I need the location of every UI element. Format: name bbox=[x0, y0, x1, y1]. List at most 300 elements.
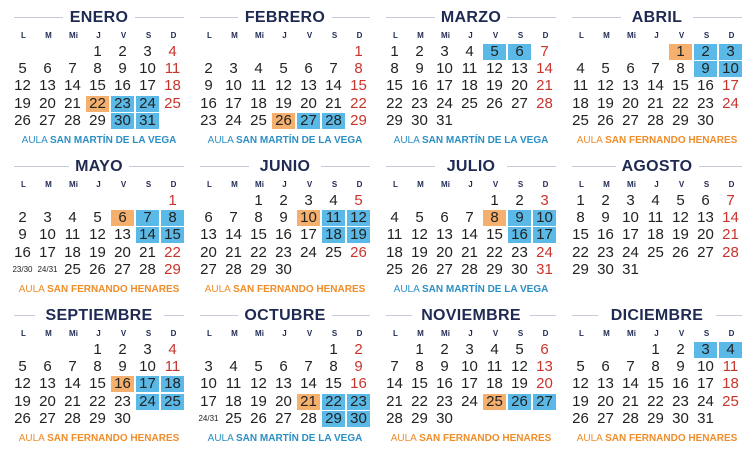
calendar-day: 3 bbox=[143, 43, 152, 60]
month-name-text: AGOSTO bbox=[618, 158, 697, 175]
calendar-day: 14 bbox=[325, 77, 342, 95]
calendar-day: 19 bbox=[89, 243, 106, 261]
weekday-label: J bbox=[468, 31, 473, 40]
calendar-day: 3 bbox=[304, 192, 313, 209]
calendar-day: 16 bbox=[275, 226, 292, 244]
weekday-label: S bbox=[517, 180, 524, 189]
calendar-day: 26 bbox=[14, 409, 31, 427]
aula-label bbox=[564, 135, 750, 147]
aula-prefix: AULA bbox=[576, 433, 603, 444]
calendar-day: 8 bbox=[390, 60, 399, 78]
weekday-label: L bbox=[21, 329, 26, 338]
weekday-label: Mi bbox=[255, 31, 264, 40]
calendar-day: 5 bbox=[415, 209, 424, 227]
calendar-day: 19 bbox=[486, 77, 503, 95]
calendar-day: 25 bbox=[161, 394, 184, 410]
calendar-day: 5 bbox=[354, 192, 363, 209]
calendar-day: 5 bbox=[601, 60, 610, 78]
calendar-day: 6 bbox=[626, 60, 635, 78]
month-title-row bbox=[6, 306, 192, 326]
weekday-label: S bbox=[703, 31, 710, 40]
month-name-text: MARZO bbox=[437, 9, 505, 26]
calendar-day: 14 bbox=[622, 375, 639, 393]
calendar-day: 12 bbox=[275, 77, 292, 95]
calendar-day: 20 bbox=[275, 392, 292, 410]
month-septiembre bbox=[6, 298, 192, 448]
weekday-label: S bbox=[331, 180, 338, 189]
month-name-text: MAYO bbox=[71, 158, 127, 175]
calendar-day: 16 bbox=[508, 227, 531, 243]
calendar-day: 8 bbox=[651, 358, 660, 376]
month-title-row bbox=[6, 8, 192, 28]
calendar-day: 16 bbox=[697, 77, 714, 95]
month-title-row bbox=[564, 306, 750, 326]
calendar-day: 27 bbox=[597, 409, 614, 427]
calendar-day: 27 bbox=[622, 111, 639, 129]
weekday-label: S bbox=[145, 329, 152, 338]
aula-name: SAN MARTÍN DE LA VEGA bbox=[236, 135, 363, 146]
calendar-day: 23 bbox=[347, 394, 370, 410]
calendar-day: 9 bbox=[279, 209, 288, 227]
month-marzo bbox=[378, 0, 564, 150]
calendar-day: 27 bbox=[297, 113, 320, 129]
calendar-day: 2 bbox=[118, 341, 127, 358]
calendar-day: 27 bbox=[436, 260, 453, 278]
weekday-label: D bbox=[356, 329, 363, 338]
calendar-day: 12 bbox=[572, 375, 589, 393]
calendar-day: 19 bbox=[347, 227, 370, 243]
weekday-label: D bbox=[170, 180, 177, 189]
calendar-day: 29 bbox=[572, 260, 589, 278]
month-octubre bbox=[192, 298, 378, 448]
calendar-day: 27 bbox=[39, 111, 56, 129]
calendar-day: 21 bbox=[722, 226, 739, 244]
calendar-day: 18 bbox=[161, 376, 184, 392]
calendar-day: 12 bbox=[411, 226, 428, 244]
aula-label bbox=[192, 284, 378, 296]
weekday-label: V bbox=[120, 31, 127, 40]
calendar-day: 7 bbox=[726, 192, 735, 209]
calendar-day: 19 bbox=[250, 392, 267, 410]
calendar-day: 26 bbox=[572, 409, 589, 427]
calendar-day: 9 bbox=[18, 226, 27, 244]
aula-prefix: AULA bbox=[390, 433, 417, 444]
calendar-day: 7 bbox=[304, 358, 313, 376]
weekday-label: S bbox=[517, 329, 524, 338]
calendar-day: 22 bbox=[647, 392, 664, 410]
calendar-day: 7 bbox=[136, 210, 159, 226]
calendar-day: 20 bbox=[39, 94, 56, 112]
weekday-label: J bbox=[654, 329, 659, 338]
month-title-row bbox=[378, 8, 564, 28]
calendar-day: 11 bbox=[225, 375, 242, 393]
weekday-label: V bbox=[120, 180, 127, 189]
calendar-day: 2 bbox=[676, 341, 685, 358]
calendar-day: 5 bbox=[18, 60, 27, 78]
calendar-day: 31 bbox=[136, 113, 159, 129]
weekday-label: D bbox=[170, 329, 177, 338]
weekday-label: V bbox=[678, 329, 685, 338]
aula-prefix: AULA bbox=[18, 433, 45, 444]
calendar-day: 11 bbox=[164, 358, 181, 376]
calendar-day: 26 bbox=[597, 111, 614, 129]
weekday-label: D bbox=[356, 31, 363, 40]
weekday-label: J bbox=[96, 329, 101, 338]
calendar-day: 24 bbox=[536, 243, 553, 261]
weekday-label: M bbox=[45, 31, 52, 40]
weekday-label: S bbox=[703, 180, 710, 189]
calendar-day: 20 bbox=[511, 77, 528, 95]
weekday-label: V bbox=[306, 329, 313, 338]
weekday-label: L bbox=[579, 180, 584, 189]
weekday-label: V bbox=[492, 180, 499, 189]
calendar-day: 23 bbox=[597, 243, 614, 261]
weekday-label: J bbox=[468, 329, 473, 338]
calendar-day: 19 bbox=[14, 94, 31, 112]
calendar-day: 16 bbox=[200, 94, 217, 112]
month-title-row bbox=[564, 157, 750, 177]
calendar-day: 23 bbox=[411, 94, 428, 112]
calendar-day: 10 bbox=[533, 210, 556, 226]
calendar-day: 17 bbox=[461, 375, 478, 393]
calendar-day: 10 bbox=[139, 60, 156, 78]
calendar-day: 1 bbox=[354, 43, 363, 60]
calendar-day: 26 bbox=[411, 260, 428, 278]
calendar-day: 22 bbox=[164, 243, 181, 261]
calendar-day: 22 bbox=[572, 243, 589, 261]
weekday-label: Mi bbox=[69, 180, 78, 189]
calendar-day: 12 bbox=[250, 375, 267, 393]
calendar-day: 26 bbox=[14, 111, 31, 129]
weekday-label: V bbox=[678, 31, 685, 40]
calendar-day: 26 bbox=[672, 243, 689, 261]
calendar-day: 21 bbox=[536, 77, 553, 95]
calendar-day: 8 bbox=[161, 210, 184, 226]
calendar-day: 3 bbox=[440, 43, 449, 60]
calendar-day-overlap: 24/31 bbox=[37, 264, 58, 274]
month-abril bbox=[564, 0, 750, 150]
month-name bbox=[192, 157, 378, 177]
calendar-day: 23 bbox=[111, 96, 134, 112]
calendar-day: 8 bbox=[329, 358, 338, 376]
calendar-day: 12 bbox=[486, 60, 503, 78]
calendar-day: 1 bbox=[390, 43, 399, 60]
calendar-day: 4 bbox=[576, 60, 585, 78]
weekday-label: Mi bbox=[69, 31, 78, 40]
month-enero bbox=[6, 0, 192, 150]
calendar-day: 20 bbox=[200, 243, 217, 261]
weekday-label: J bbox=[282, 329, 287, 338]
calendar-day: 29 bbox=[672, 111, 689, 129]
calendar-day: 4 bbox=[490, 341, 499, 358]
calendar-day: 24 bbox=[461, 392, 478, 410]
month-name-text: JUNIO bbox=[256, 158, 314, 175]
weekday-label: M bbox=[231, 329, 238, 338]
calendar-day: 4 bbox=[390, 209, 399, 227]
weekday-label: V bbox=[306, 31, 313, 40]
calendar-day: 24 bbox=[136, 96, 159, 112]
month-title-row bbox=[192, 8, 378, 28]
calendar-day: 29 bbox=[89, 111, 106, 129]
calendar-day: 28 bbox=[386, 409, 403, 427]
aula-label bbox=[6, 284, 192, 296]
month-name-text: FEBRERO bbox=[241, 9, 329, 26]
calendar-day: 14 bbox=[536, 60, 553, 78]
calendar-day: 25 bbox=[225, 409, 242, 427]
weekday-label: D bbox=[728, 329, 735, 338]
month-name bbox=[378, 157, 564, 177]
calendar-day: 4 bbox=[168, 341, 177, 358]
calendar-day: 28 bbox=[622, 409, 639, 427]
calendar-day: 17 bbox=[136, 376, 159, 392]
calendar-day: 18 bbox=[386, 243, 403, 261]
aula-name: SAN FERNANDO HENARES bbox=[47, 433, 180, 444]
calendar-day: 9 bbox=[508, 210, 531, 226]
calendar-day: 4 bbox=[651, 192, 660, 209]
calendar-day: 1 bbox=[93, 341, 102, 358]
weekday-label: M bbox=[417, 31, 424, 40]
calendar-day: 20 bbox=[39, 392, 56, 410]
aula-label bbox=[378, 284, 564, 296]
calendar-day: 21 bbox=[139, 243, 156, 261]
weekday-label: L bbox=[393, 180, 398, 189]
calendar-day: 19 bbox=[572, 392, 589, 410]
calendar-day: 27 bbox=[275, 409, 292, 427]
calendar-day: 2 bbox=[118, 43, 127, 60]
weekday-label: S bbox=[331, 329, 338, 338]
calendar-day: 19 bbox=[511, 375, 528, 393]
calendar-day: 19 bbox=[275, 94, 292, 112]
calendar-day: 21 bbox=[461, 243, 478, 261]
weekday-label: M bbox=[603, 329, 610, 338]
calendar-day: 17 bbox=[225, 94, 242, 112]
month-title-row bbox=[192, 306, 378, 326]
calendar-day: 18 bbox=[647, 226, 664, 244]
calendar-day: 29 bbox=[350, 111, 367, 129]
calendar-day: 9 bbox=[118, 60, 127, 78]
calendar-day: 30 bbox=[114, 409, 131, 427]
calendar-day: 6 bbox=[111, 210, 134, 226]
weekday-label: D bbox=[170, 31, 177, 40]
calendar-day-overlap: 23/30 bbox=[12, 264, 33, 274]
calendar-day: 29 bbox=[89, 409, 106, 427]
calendar-day: 21 bbox=[386, 392, 403, 410]
calendar-day: 8 bbox=[93, 60, 102, 78]
calendar-day: 10 bbox=[719, 61, 742, 77]
calendar-day: 22 bbox=[386, 94, 403, 112]
month-title-row bbox=[564, 8, 750, 28]
aula-prefix: AULA bbox=[393, 284, 420, 295]
calendar-day: 14 bbox=[136, 227, 159, 243]
calendar-day: 9 bbox=[415, 60, 424, 78]
weekday-label: M bbox=[45, 180, 52, 189]
weekday-label: J bbox=[654, 31, 659, 40]
month-julio bbox=[378, 149, 564, 299]
calendar-day: 10 bbox=[297, 210, 320, 226]
month-title-row bbox=[378, 306, 564, 326]
calendar-day: 17 bbox=[200, 392, 217, 410]
month-febrero bbox=[192, 0, 378, 150]
calendar-day: 7 bbox=[68, 358, 77, 376]
calendar-day: 13 bbox=[300, 77, 317, 95]
calendar-day: 6 bbox=[701, 192, 710, 209]
weekday-label: J bbox=[654, 180, 659, 189]
aula-prefix: AULA bbox=[207, 135, 234, 146]
calendar-day: 18 bbox=[64, 243, 81, 261]
calendar-day: 3 bbox=[43, 209, 52, 227]
calendar-day: 13 bbox=[697, 209, 714, 227]
weekday-label: M bbox=[231, 180, 238, 189]
aula-name: SAN MARTÍN DE LA VEGA bbox=[422, 135, 549, 146]
calendar-day: 16 bbox=[436, 375, 453, 393]
aula-prefix: AULA bbox=[393, 135, 420, 146]
calendar-day: 14 bbox=[300, 375, 317, 393]
calendar-day: 28 bbox=[536, 94, 553, 112]
calendar-day: 14 bbox=[461, 226, 478, 244]
weekday-label: M bbox=[45, 329, 52, 338]
calendar-day: 9 bbox=[354, 358, 363, 376]
calendar-day: 24 bbox=[697, 392, 714, 410]
calendar-day: 2 bbox=[415, 43, 424, 60]
calendar-day: 20 bbox=[436, 243, 453, 261]
calendar-day: 10 bbox=[436, 60, 453, 78]
calendar-day: 7 bbox=[626, 358, 635, 376]
calendar-day: 6 bbox=[440, 209, 449, 227]
calendar-day: 14 bbox=[647, 77, 664, 95]
calendar-day: 10 bbox=[697, 358, 714, 376]
calendar-day: 25 bbox=[483, 394, 506, 410]
calendar-day: 22 bbox=[411, 392, 428, 410]
month-name bbox=[564, 157, 750, 177]
calendar-day: 13 bbox=[39, 77, 56, 95]
month-name bbox=[564, 8, 750, 28]
calendar-day: 14 bbox=[722, 209, 739, 227]
calendar-day: 15 bbox=[386, 77, 403, 95]
calendar-day: 2 bbox=[204, 60, 213, 78]
weekday-label: J bbox=[282, 31, 287, 40]
weekday-label: D bbox=[356, 180, 363, 189]
calendar-day: 1 bbox=[490, 192, 499, 209]
month-name-text: JULIO bbox=[443, 158, 500, 175]
calendar-day: 18 bbox=[164, 77, 181, 95]
weekday-label: M bbox=[603, 180, 610, 189]
calendar-day: 22 bbox=[89, 392, 106, 410]
calendar-day: 20 bbox=[597, 392, 614, 410]
weekday-label: L bbox=[579, 329, 584, 338]
calendar-day: 2 bbox=[440, 341, 449, 358]
weekday-label: L bbox=[393, 31, 398, 40]
calendar-day: 18 bbox=[461, 77, 478, 95]
calendar-day: 23 bbox=[697, 94, 714, 112]
calendar-day: 5 bbox=[515, 341, 524, 358]
calendar-day: 9 bbox=[601, 209, 610, 227]
calendar-day: 22 bbox=[350, 94, 367, 112]
calendar-day: 1 bbox=[651, 341, 660, 358]
calendar-day: 18 bbox=[322, 227, 345, 243]
month-name bbox=[6, 157, 192, 177]
month-name-text: DICIEMBRE bbox=[607, 307, 707, 324]
weekday-label: D bbox=[542, 180, 549, 189]
weekday-label: V bbox=[492, 329, 499, 338]
weekday-label: S bbox=[145, 31, 152, 40]
weekday-label: L bbox=[207, 329, 212, 338]
calendar-day: 30 bbox=[697, 111, 714, 129]
calendar-day: 15 bbox=[161, 227, 184, 243]
calendar-day: 11 bbox=[486, 358, 503, 376]
calendar-day: 11 bbox=[647, 209, 664, 227]
weekday-label: J bbox=[468, 180, 473, 189]
month-name bbox=[564, 306, 750, 326]
calendar-day: 30 bbox=[347, 411, 370, 427]
month-name-text: SEPTIEMBRE bbox=[41, 307, 156, 324]
aula-prefix: AULA bbox=[576, 135, 603, 146]
calendar-day: 4 bbox=[465, 43, 474, 60]
calendar-day: 10 bbox=[622, 209, 639, 227]
weekday-label: S bbox=[331, 31, 338, 40]
calendar-day: 20 bbox=[114, 243, 131, 261]
calendar-day: 27 bbox=[533, 394, 556, 410]
calendar-day: 13 bbox=[114, 226, 131, 244]
weekday-label: D bbox=[542, 329, 549, 338]
calendar-day: 25 bbox=[325, 243, 342, 261]
calendar-day: 5 bbox=[93, 209, 102, 227]
calendar-day: 10 bbox=[139, 358, 156, 376]
calendar-day: 20 bbox=[622, 94, 639, 112]
month-name bbox=[192, 8, 378, 28]
calendar-day: 10 bbox=[461, 358, 478, 376]
aula-name: SAN MARTÍN DE LA VEGA bbox=[236, 433, 363, 444]
calendar-day: 13 bbox=[200, 226, 217, 244]
calendar-day: 28 bbox=[647, 111, 664, 129]
calendar-day: 25 bbox=[722, 392, 739, 410]
weekday-label: V bbox=[120, 329, 127, 338]
calendar-day: 25 bbox=[647, 243, 664, 261]
calendar-day: 13 bbox=[275, 375, 292, 393]
calendar-day: 11 bbox=[322, 210, 345, 226]
calendar-day: 26 bbox=[508, 394, 531, 410]
aula-label bbox=[378, 135, 564, 147]
calendar-day: 4 bbox=[229, 358, 238, 376]
aula-prefix: AULA bbox=[21, 135, 48, 146]
calendar-day: 14 bbox=[64, 375, 81, 393]
calendar-day: 23 bbox=[200, 111, 217, 129]
calendar-day: 6 bbox=[540, 341, 549, 358]
calendar-day: 5 bbox=[676, 192, 685, 209]
calendar-day: 30 bbox=[597, 260, 614, 278]
calendar-day: 13 bbox=[436, 226, 453, 244]
calendar-day: 29 bbox=[164, 260, 181, 278]
calendar-day: 29 bbox=[250, 260, 267, 278]
calendar-day: 2 bbox=[515, 192, 524, 209]
calendar-day: 24 bbox=[225, 111, 242, 129]
calendar-day: 19 bbox=[14, 392, 31, 410]
calendar-day: 15 bbox=[89, 77, 106, 95]
month-name bbox=[6, 306, 192, 326]
weekday-label: L bbox=[393, 329, 398, 338]
weekday-label: V bbox=[678, 180, 685, 189]
weekday-label: Mi bbox=[255, 329, 264, 338]
aula-label bbox=[378, 433, 564, 445]
calendar-day: 1 bbox=[168, 192, 177, 209]
calendar-day: 20 bbox=[300, 94, 317, 112]
calendar-day: 1 bbox=[669, 44, 692, 60]
calendar-day: 2 bbox=[18, 209, 27, 227]
calendar-day: 30 bbox=[411, 111, 428, 129]
calendar-day: 31 bbox=[622, 260, 639, 278]
calendar-day: 7 bbox=[68, 60, 77, 78]
calendar-day: 9 bbox=[204, 77, 213, 95]
aula-prefix: AULA bbox=[204, 284, 231, 295]
